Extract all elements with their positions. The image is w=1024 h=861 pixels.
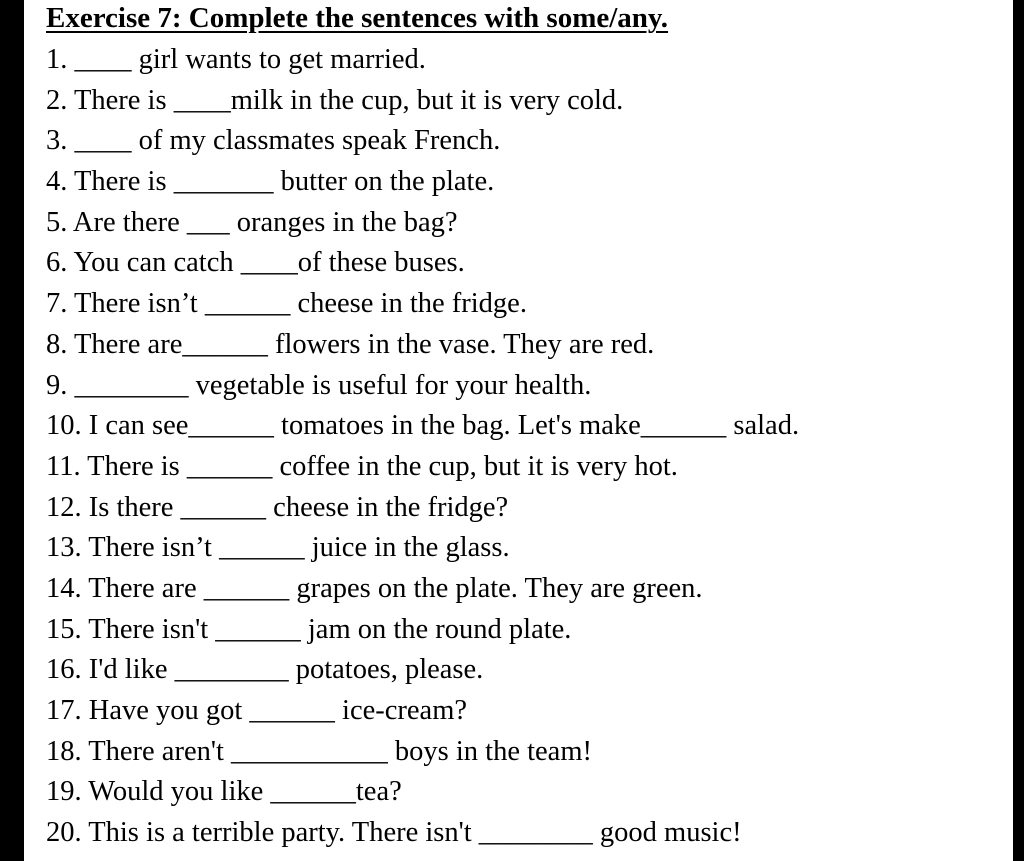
sentence-5: 5. Are there ___ oranges in the bag? <box>46 206 458 238</box>
sentence-10: 10. I can see______ tomatoes in the bag. Let's make______ salad. <box>46 410 800 442</box>
sentence-list <box>46 40 799 854</box>
sentence-2: 2. There is ____milk in the cup, but it is very cold. <box>46 84 624 116</box>
sentence-13: 13. There isn’t ______ juice in the glass. <box>46 532 510 564</box>
sentence-1: 1. ____ girl wants to get married. <box>46 44 426 75</box>
sentence-14: 14. There are ______ grapes on the plate. They are green. <box>46 572 703 604</box>
worksheet-page <box>24 0 1013 861</box>
sentence-4: 4. There is _______ butter on the plate. <box>46 166 495 198</box>
sentence-12: 12. Is there ______ cheese in the fridge? <box>46 491 509 523</box>
sentence-15: 15. There isn't ______ jam on the round plate. <box>46 613 572 645</box>
sentence-19: 19. Would you like ______tea? <box>46 776 402 808</box>
sentence-17: 17. Have you got ______ ice-cream? <box>46 695 468 726</box>
sentence-3: 3. ____ of my classmates speak French. <box>46 125 501 157</box>
exercise-title: Exercise 7: Complete the sentences with some/any. <box>46 2 669 34</box>
sentence-9: 9. ________ vegetable is useful for your health. <box>46 369 592 401</box>
sentence-11: 11. There is ______ coffee in the cup, but it is very hot. <box>46 450 678 482</box>
sentence-8: 8. There are______ flowers in the vase. They are red. <box>46 328 655 360</box>
sentence-7: 7. There isn’t ______ cheese in the fridge. <box>46 288 527 320</box>
sentence-18: 18. There aren't ___________ boys in the team! <box>46 735 592 767</box>
sentence-16: 16. I'd like ________ potatoes, please. <box>46 654 484 686</box>
sentence-6: 6. You can catch ____of these buses. <box>46 247 465 279</box>
sentence-20: 20. This is a terrible party. There isn't ________ good music! <box>46 817 742 849</box>
